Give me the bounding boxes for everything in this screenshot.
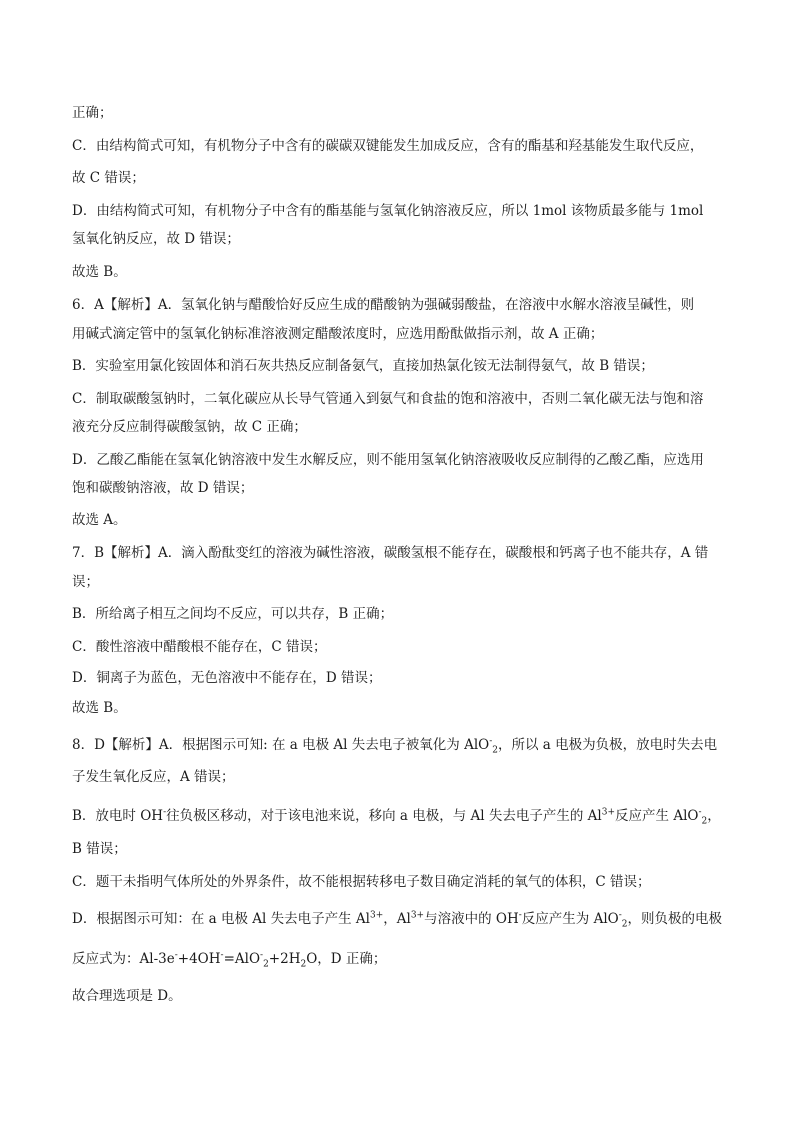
superscript: - — [220, 950, 224, 961]
subscript: 2 — [263, 959, 269, 970]
text-line: C．由结构简式可知，有机物分子中含有的碳碳双键能发生加成反应，含有的酯基和羟基能发生取代反应， — [72, 138, 704, 154]
text-run: ，所以 a 电极为负极，放电时失去电 — [498, 737, 718, 753]
text-line: 6．A【解析】A．氢氧化钠与醋酸恰好反应生成的醋酸钠为强碱弱酸盐，在溶液中水解水溶液呈碱性，则 — [72, 297, 695, 313]
subscript: 2 — [300, 959, 307, 970]
superscript: - — [618, 910, 622, 921]
text-run: ，Al — [383, 911, 411, 927]
text-line: C．制取碳酸氢钠时，二氧化碳应从长导气管通入到氨气和食盐的饱和溶液中，否则二氧化碳无法与饱和溶 — [72, 391, 704, 407]
text-line — [72, 806, 732, 826]
superscript: - — [260, 950, 264, 961]
text-line: 故合理选项是 D。 — [72, 988, 182, 1004]
text-line: 子发生氧化反应，A 错误； — [72, 769, 235, 785]
text-run: =AlO — [223, 951, 261, 967]
text-run: B．放电时 OH — [72, 808, 164, 824]
subscript: 2 — [492, 745, 498, 756]
subscript: 2 — [701, 816, 708, 827]
superscript: - — [698, 807, 702, 818]
text-line: 故选 B。 — [72, 700, 127, 716]
superscript: 3+ — [601, 807, 616, 818]
text-line: 7．B【解析】A．滴入酚酞变红的溶液为碱性溶液，碳酸氢根不能存在，碳酸根和钙离子也不能共存，A 错 — [72, 545, 709, 561]
superscript: - — [489, 736, 493, 747]
text-run: +4OH — [177, 951, 221, 967]
text-run: +2H — [268, 951, 301, 967]
superscript: - — [163, 807, 167, 818]
text-line: 误； — [72, 574, 99, 590]
text-line — [72, 949, 732, 969]
text-line: 用碱式滴定管中的氢氧化钠标准溶液测定醋酸浓度时，应选用酚酞做指示剂，故 A 正确； — [72, 326, 604, 342]
text-run: D．根据图示可知：在 a 电极 Al 失去电子产生 Al — [72, 911, 370, 927]
text-line: 故选 A。 — [72, 512, 127, 528]
text-line: C．酸性溶液中醋酸根不能存在，C 错误； — [72, 639, 327, 655]
text-line: 液充分反应制得碳酸氢钠，故 C 正确； — [72, 419, 307, 435]
text-run: 反应产生 AlO — [615, 808, 699, 824]
text-line — [72, 735, 732, 755]
text-line: 故选 B。 — [72, 264, 127, 280]
text-line: B 错误； — [72, 841, 127, 857]
text-line: D．铜离子为蓝色，无色溶液中不能存在，D 错误； — [72, 670, 382, 686]
text-run: O，D 正确； — [306, 951, 387, 967]
superscript: - — [518, 910, 522, 921]
subscript: 2 — [621, 919, 628, 930]
text-run: 反应产生为 AlO — [521, 911, 619, 927]
text-run: 8．D【解析】A．根据图示可知: 在 a 电极 Al 失去电子被氧化为 AlO — [72, 737, 490, 753]
text-line: B．所给离子相互之间均不反应，可以共存，B 正确； — [72, 606, 394, 622]
superscript: - — [174, 950, 178, 961]
text-run: ， — [707, 808, 721, 824]
text-line: 正确； — [72, 105, 113, 121]
text-line: B．实验室用氯化铵固体和消石灰共热反应制备氨气，直接加热氯化铵无法制得氨气，故 B 错误； — [72, 358, 654, 374]
text-run: 与溶液中的 OH — [424, 911, 519, 927]
text-line: C．题干未指明气体所处的外界条件，故不能根据转移电子数目确定消耗的氧气的体积，C 错误； — [72, 874, 651, 890]
text-run: ，则负极的电极 — [627, 911, 723, 927]
text-line: D．乙酸乙酯能在氢氧化钠溶液中发生水解反应，则不能用氢氧化钠溶液吸收反应制得的乙酸乙酯，应选用 — [72, 452, 704, 468]
superscript: 3+ — [369, 910, 384, 921]
text-line: D．由结构简式可知，有机物分子中含有的酯基能与氢氧化钠溶液反应，所以 1mol 该物质最多能与 1mol — [72, 203, 704, 219]
text-line — [72, 909, 732, 929]
text-line: 故 C 错误； — [72, 170, 145, 186]
superscript: 3+ — [410, 910, 425, 921]
text-run: 反应式为：Al-3e — [72, 951, 175, 967]
text-line: 氢氧化钠反应，故 D 错误； — [72, 231, 240, 247]
text-line: 饱和碳酸钠溶液，故 D 错误； — [72, 480, 254, 496]
text-run: 往负极区移动，对于该电池来说，移向 a 电极，与 Al 失去电子产生的 Al — [166, 808, 602, 824]
